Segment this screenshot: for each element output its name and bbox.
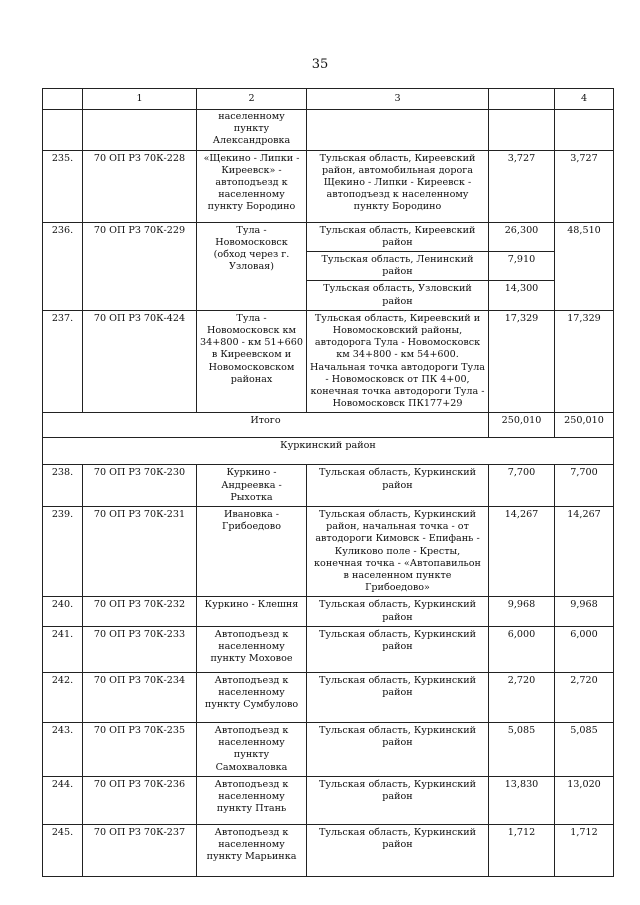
num-cell: 243. bbox=[43, 722, 83, 776]
table-row bbox=[43, 626, 614, 672]
header-cell: 3 bbox=[307, 89, 489, 110]
code-cell: 70 ОП РЗ 70К-232 bbox=[83, 597, 197, 626]
table-row bbox=[43, 222, 614, 251]
length-cell: 7,910 bbox=[489, 252, 555, 281]
total-cell: 7,700 bbox=[555, 465, 614, 507]
total-cell: 5,085 bbox=[555, 722, 614, 776]
name-cell: Куркино - Клешня bbox=[197, 597, 307, 626]
name-cell: Ивановка - Грибоедово bbox=[197, 507, 307, 597]
table-row bbox=[43, 597, 614, 626]
code-cell bbox=[83, 110, 197, 151]
num-cell: 244. bbox=[43, 776, 83, 824]
header-cell: 2 bbox=[197, 89, 307, 110]
location-cell bbox=[307, 110, 489, 151]
location-cell: Тульская область, Куркинский район bbox=[307, 672, 489, 722]
district-row bbox=[43, 438, 614, 465]
location-cell: Тульская область, Куркинский район bbox=[307, 722, 489, 776]
table-row bbox=[43, 150, 614, 222]
name-cell: Тула - Новомосковск км 34+800 - км 51+660 в Киреевском и Новомосковском районах bbox=[197, 310, 307, 413]
num-cell: 241. bbox=[43, 626, 83, 672]
total-cell: 14,267 bbox=[555, 507, 614, 597]
code-cell: 70 ОП РЗ 70К-229 bbox=[83, 222, 197, 310]
length-cell: 13,830 bbox=[489, 776, 555, 824]
name-cell: Автоподъезд к населенному пункту Птань bbox=[197, 776, 307, 824]
name-cell: Куркино - Андреевка - Рыхотка bbox=[197, 465, 307, 507]
row-236-group bbox=[43, 222, 614, 310]
location-cell: Тульская область, Куркинский район bbox=[307, 465, 489, 507]
table-row bbox=[43, 465, 614, 507]
total-cell: 6,000 bbox=[555, 626, 614, 672]
itogo-total: 250,010 bbox=[555, 413, 614, 438]
name-cell: Автоподъезд к населенному пункту Моховое bbox=[197, 626, 307, 672]
total-cell: 48,510 bbox=[555, 222, 614, 310]
location-cell: Тульская область, Куркинский район bbox=[307, 776, 489, 824]
name-cell: населенному пункту Александровка bbox=[197, 110, 307, 151]
num-cell: 238. bbox=[43, 465, 83, 507]
total-cell: 17,329 bbox=[555, 310, 614, 413]
length-cell: 17,329 bbox=[489, 310, 555, 413]
num-cell: 235. bbox=[43, 150, 83, 222]
location-cell: Тульская область, Киреевский район, автомобильная дорога Щекино - Липки - Киреевск - автоподъезд к населенному пункту Бородино bbox=[307, 150, 489, 222]
itogo-label: Итого bbox=[43, 413, 489, 438]
location-cell: Тульская область, Узловский район bbox=[307, 281, 489, 310]
district-heading: Куркинский район bbox=[43, 438, 614, 465]
table-row bbox=[43, 507, 614, 597]
code-cell: 70 ОП РЗ 70К-424 bbox=[83, 310, 197, 413]
length-cell bbox=[489, 110, 555, 151]
code-cell: 70 ОП РЗ 70К-231 bbox=[83, 507, 197, 597]
name-cell: Автоподъезд к населенному пункту Сумбулово bbox=[197, 672, 307, 722]
location-cell: Тульская область, Куркинский район bbox=[307, 597, 489, 626]
name-cell: Автоподъезд к населенному пункту Самохваловка bbox=[197, 722, 307, 776]
num-cell: 239. bbox=[43, 507, 83, 597]
total-cell: 13,020 bbox=[555, 776, 614, 824]
num-cell bbox=[43, 110, 83, 151]
total-cell: 2,720 bbox=[555, 672, 614, 722]
rows-group-a bbox=[43, 150, 614, 222]
length-cell: 2,720 bbox=[489, 672, 555, 722]
code-cell: 70 ОП РЗ 70К-228 bbox=[83, 150, 197, 222]
rows-group-c bbox=[43, 465, 614, 876]
total-cell: 9,968 bbox=[555, 597, 614, 626]
header-cell bbox=[43, 89, 83, 110]
table-row bbox=[43, 722, 614, 776]
location-cell: Тульская область, Куркинский район, начальная точка - от автодороги Кимовск - Епифань - Куликово поле - Кресты, конечная точка - «Автопавильон в населенном пункте Грибоедово» bbox=[307, 507, 489, 597]
num-cell: 237. bbox=[43, 310, 83, 413]
header-cell: 1 bbox=[83, 89, 197, 110]
table-row bbox=[43, 776, 614, 824]
length-cell: 1,712 bbox=[489, 824, 555, 876]
total-cell: 1,712 bbox=[555, 824, 614, 876]
header-row bbox=[43, 89, 614, 110]
itogo-row bbox=[43, 413, 614, 438]
total-cell bbox=[555, 110, 614, 151]
code-cell: 70 ОП РЗ 70К-237 bbox=[83, 824, 197, 876]
rows-group-b bbox=[43, 310, 614, 413]
roads-table bbox=[42, 88, 614, 877]
length-cell: 14,267 bbox=[489, 507, 555, 597]
length-cell: 7,700 bbox=[489, 465, 555, 507]
code-cell: 70 ОП РЗ 70К-230 bbox=[83, 465, 197, 507]
location-cell: Тульская область, Киреевский и Новомосковский районы, автодорога Тула - Новомосковск км 34+800 - км 54+600. Начальная точка автодороги Тула - Новомосковск от ПК 4+00, конечная точка автодороги Тула - Новомосковск ПК177+29 bbox=[307, 310, 489, 413]
table-row bbox=[43, 310, 614, 413]
header-cell bbox=[489, 89, 555, 110]
length-cell: 6,000 bbox=[489, 626, 555, 672]
itogo-length: 250,010 bbox=[489, 413, 555, 438]
total-cell: 3,727 bbox=[555, 150, 614, 222]
length-cell: 9,968 bbox=[489, 597, 555, 626]
header-cell: 4 bbox=[555, 89, 614, 110]
num-cell: 242. bbox=[43, 672, 83, 722]
code-cell: 70 ОП РЗ 70К-233 bbox=[83, 626, 197, 672]
table-row bbox=[43, 824, 614, 876]
name-cell: Тула - Новомосковск (обход через г. Узловая) bbox=[197, 222, 307, 310]
table-row bbox=[43, 110, 614, 151]
location-cell: Тульская область, Куркинский район bbox=[307, 824, 489, 876]
name-cell: Автоподъезд к населенному пункту Марьинка bbox=[197, 824, 307, 876]
code-cell: 70 ОП РЗ 70К-234 bbox=[83, 672, 197, 722]
table-row bbox=[43, 672, 614, 722]
num-cell: 245. bbox=[43, 824, 83, 876]
name-cell: «Щекино - Липки - Киреевск» - автоподъезд к населенному пункту Бородино bbox=[197, 150, 307, 222]
location-cell: Тульская область, Ленинский район bbox=[307, 252, 489, 281]
length-cell: 3,727 bbox=[489, 150, 555, 222]
location-cell: Тульская область, Куркинский район bbox=[307, 626, 489, 672]
length-cell: 14,300 bbox=[489, 281, 555, 310]
num-cell: 240. bbox=[43, 597, 83, 626]
page-number: 35 bbox=[311, 57, 329, 72]
code-cell: 70 ОП РЗ 70К-235 bbox=[83, 722, 197, 776]
length-cell: 26,300 bbox=[489, 222, 555, 251]
length-cell: 5,085 bbox=[489, 722, 555, 776]
code-cell: 70 ОП РЗ 70К-236 bbox=[83, 776, 197, 824]
location-cell: Тульская область, Киреевский район bbox=[307, 222, 489, 251]
num-cell: 236. bbox=[43, 222, 83, 310]
